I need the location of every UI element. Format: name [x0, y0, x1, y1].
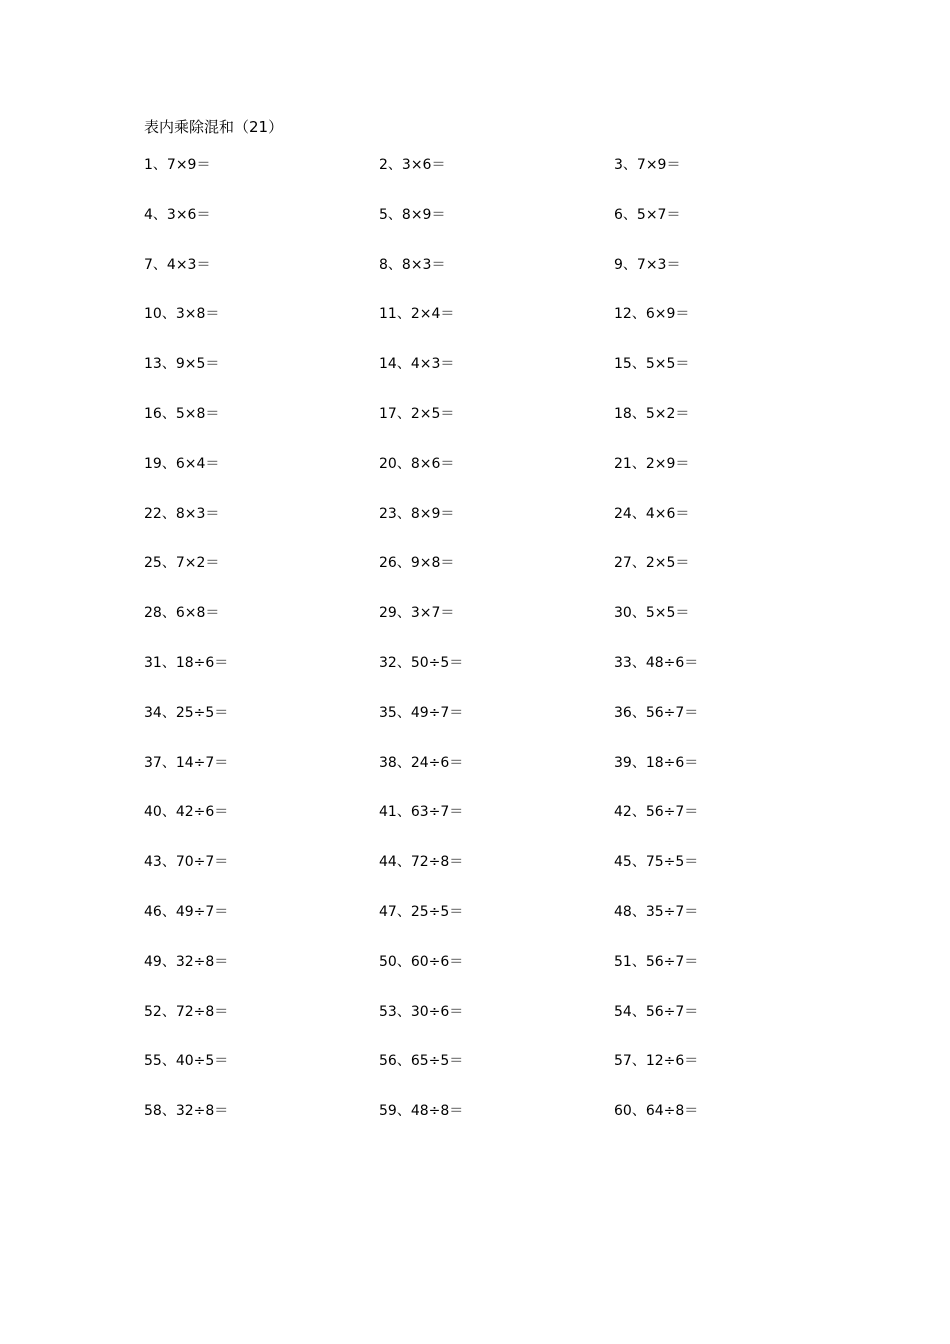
problem-item: 42、56÷7＝ [614, 804, 699, 821]
problem-item: 2、3×6＝ [379, 157, 446, 173]
problem-item: 33、48÷6＝ [614, 654, 699, 671]
problem-item: 20、8×6＝ [379, 455, 455, 472]
problem-item: 48、35÷7＝ [614, 903, 699, 920]
problem-item: 54、56÷7＝ [614, 1003, 699, 1020]
problem-item: 8、8×3＝ [379, 256, 446, 273]
problem-grid [144, 155, 864, 1151]
problem-item: 49、32÷8＝ [144, 953, 229, 970]
problem-item: 1、7×9＝ [144, 157, 211, 173]
problem-item: 28、6×8＝ [144, 605, 220, 622]
problem-item: 58、32÷8＝ [144, 1103, 229, 1120]
problem-item: 24、4×6＝ [614, 505, 690, 522]
problem-item: 22、8×3＝ [144, 505, 220, 522]
problem-item: 6、5×7＝ [614, 206, 681, 223]
problem-item: 12、6×9＝ [614, 306, 690, 323]
problem-item: 21、2×9＝ [614, 455, 690, 472]
problem-item: 52、72÷8＝ [144, 1003, 229, 1020]
problem-item: 59、48÷8＝ [379, 1103, 464, 1120]
problem-item: 46、49÷7＝ [144, 903, 229, 920]
problem-item: 17、2×5＝ [379, 405, 455, 422]
problem-item: 19、6×4＝ [144, 455, 220, 472]
problem-item: 4、3×6＝ [144, 206, 211, 223]
problem-item: 13、9×5＝ [144, 356, 220, 373]
worksheet-title: 表内乘除混和（21） [144, 118, 284, 136]
problem-item: 55、40÷5＝ [144, 1053, 229, 1070]
problem-item: 34、25÷5＝ [144, 704, 229, 721]
problem-item: 29、3×7＝ [379, 605, 455, 622]
problem-item: 56、65÷5＝ [379, 1053, 464, 1070]
problem-item: 15、5×5＝ [614, 356, 690, 373]
problem-item: 50、60÷6＝ [379, 953, 464, 970]
problem-item: 3、7×9＝ [614, 157, 681, 173]
problem-item: 39、18÷6＝ [614, 754, 699, 771]
problem-item: 25、7×2＝ [144, 555, 220, 572]
problem-item: 30、5×5＝ [614, 605, 690, 622]
problem-item: 44、72÷8＝ [379, 854, 464, 871]
problem-item: 38、24÷6＝ [379, 754, 464, 771]
problem-item: 5、8×9＝ [379, 206, 446, 223]
problem-item: 43、70÷7＝ [144, 854, 229, 871]
problem-item: 27、2×5＝ [614, 555, 690, 572]
problem-item: 57、12÷6＝ [614, 1053, 699, 1070]
problem-item: 14、4×3＝ [379, 356, 455, 373]
problem-item: 40、42÷6＝ [144, 804, 229, 821]
problem-item: 16、5×8＝ [144, 405, 220, 422]
problem-item: 35、49÷7＝ [379, 704, 464, 721]
problem-item: 18、5×2＝ [614, 405, 690, 422]
problem-item: 36、56÷7＝ [614, 704, 699, 721]
problem-item: 37、14÷7＝ [144, 754, 229, 771]
problem-item: 53、30÷6＝ [379, 1003, 464, 1020]
problem-item: 60、64÷8＝ [614, 1103, 699, 1120]
problem-item: 45、75÷5＝ [614, 854, 699, 871]
problem-item: 11、2×4＝ [379, 306, 455, 323]
problem-item: 51、56÷7＝ [614, 953, 699, 970]
problem-item: 31、18÷6＝ [144, 654, 229, 671]
problem-item: 9、7×3＝ [614, 256, 681, 273]
problem-item: 26、9×8＝ [379, 555, 455, 572]
problem-item: 41、63÷7＝ [379, 804, 464, 821]
problem-item: 47、25÷5＝ [379, 903, 464, 920]
problem-item: 7、4×3＝ [144, 256, 211, 273]
problem-item: 32、50÷5＝ [379, 654, 464, 671]
problem-item: 23、8×9＝ [379, 505, 455, 522]
problem-item: 10、3×8＝ [144, 306, 220, 323]
